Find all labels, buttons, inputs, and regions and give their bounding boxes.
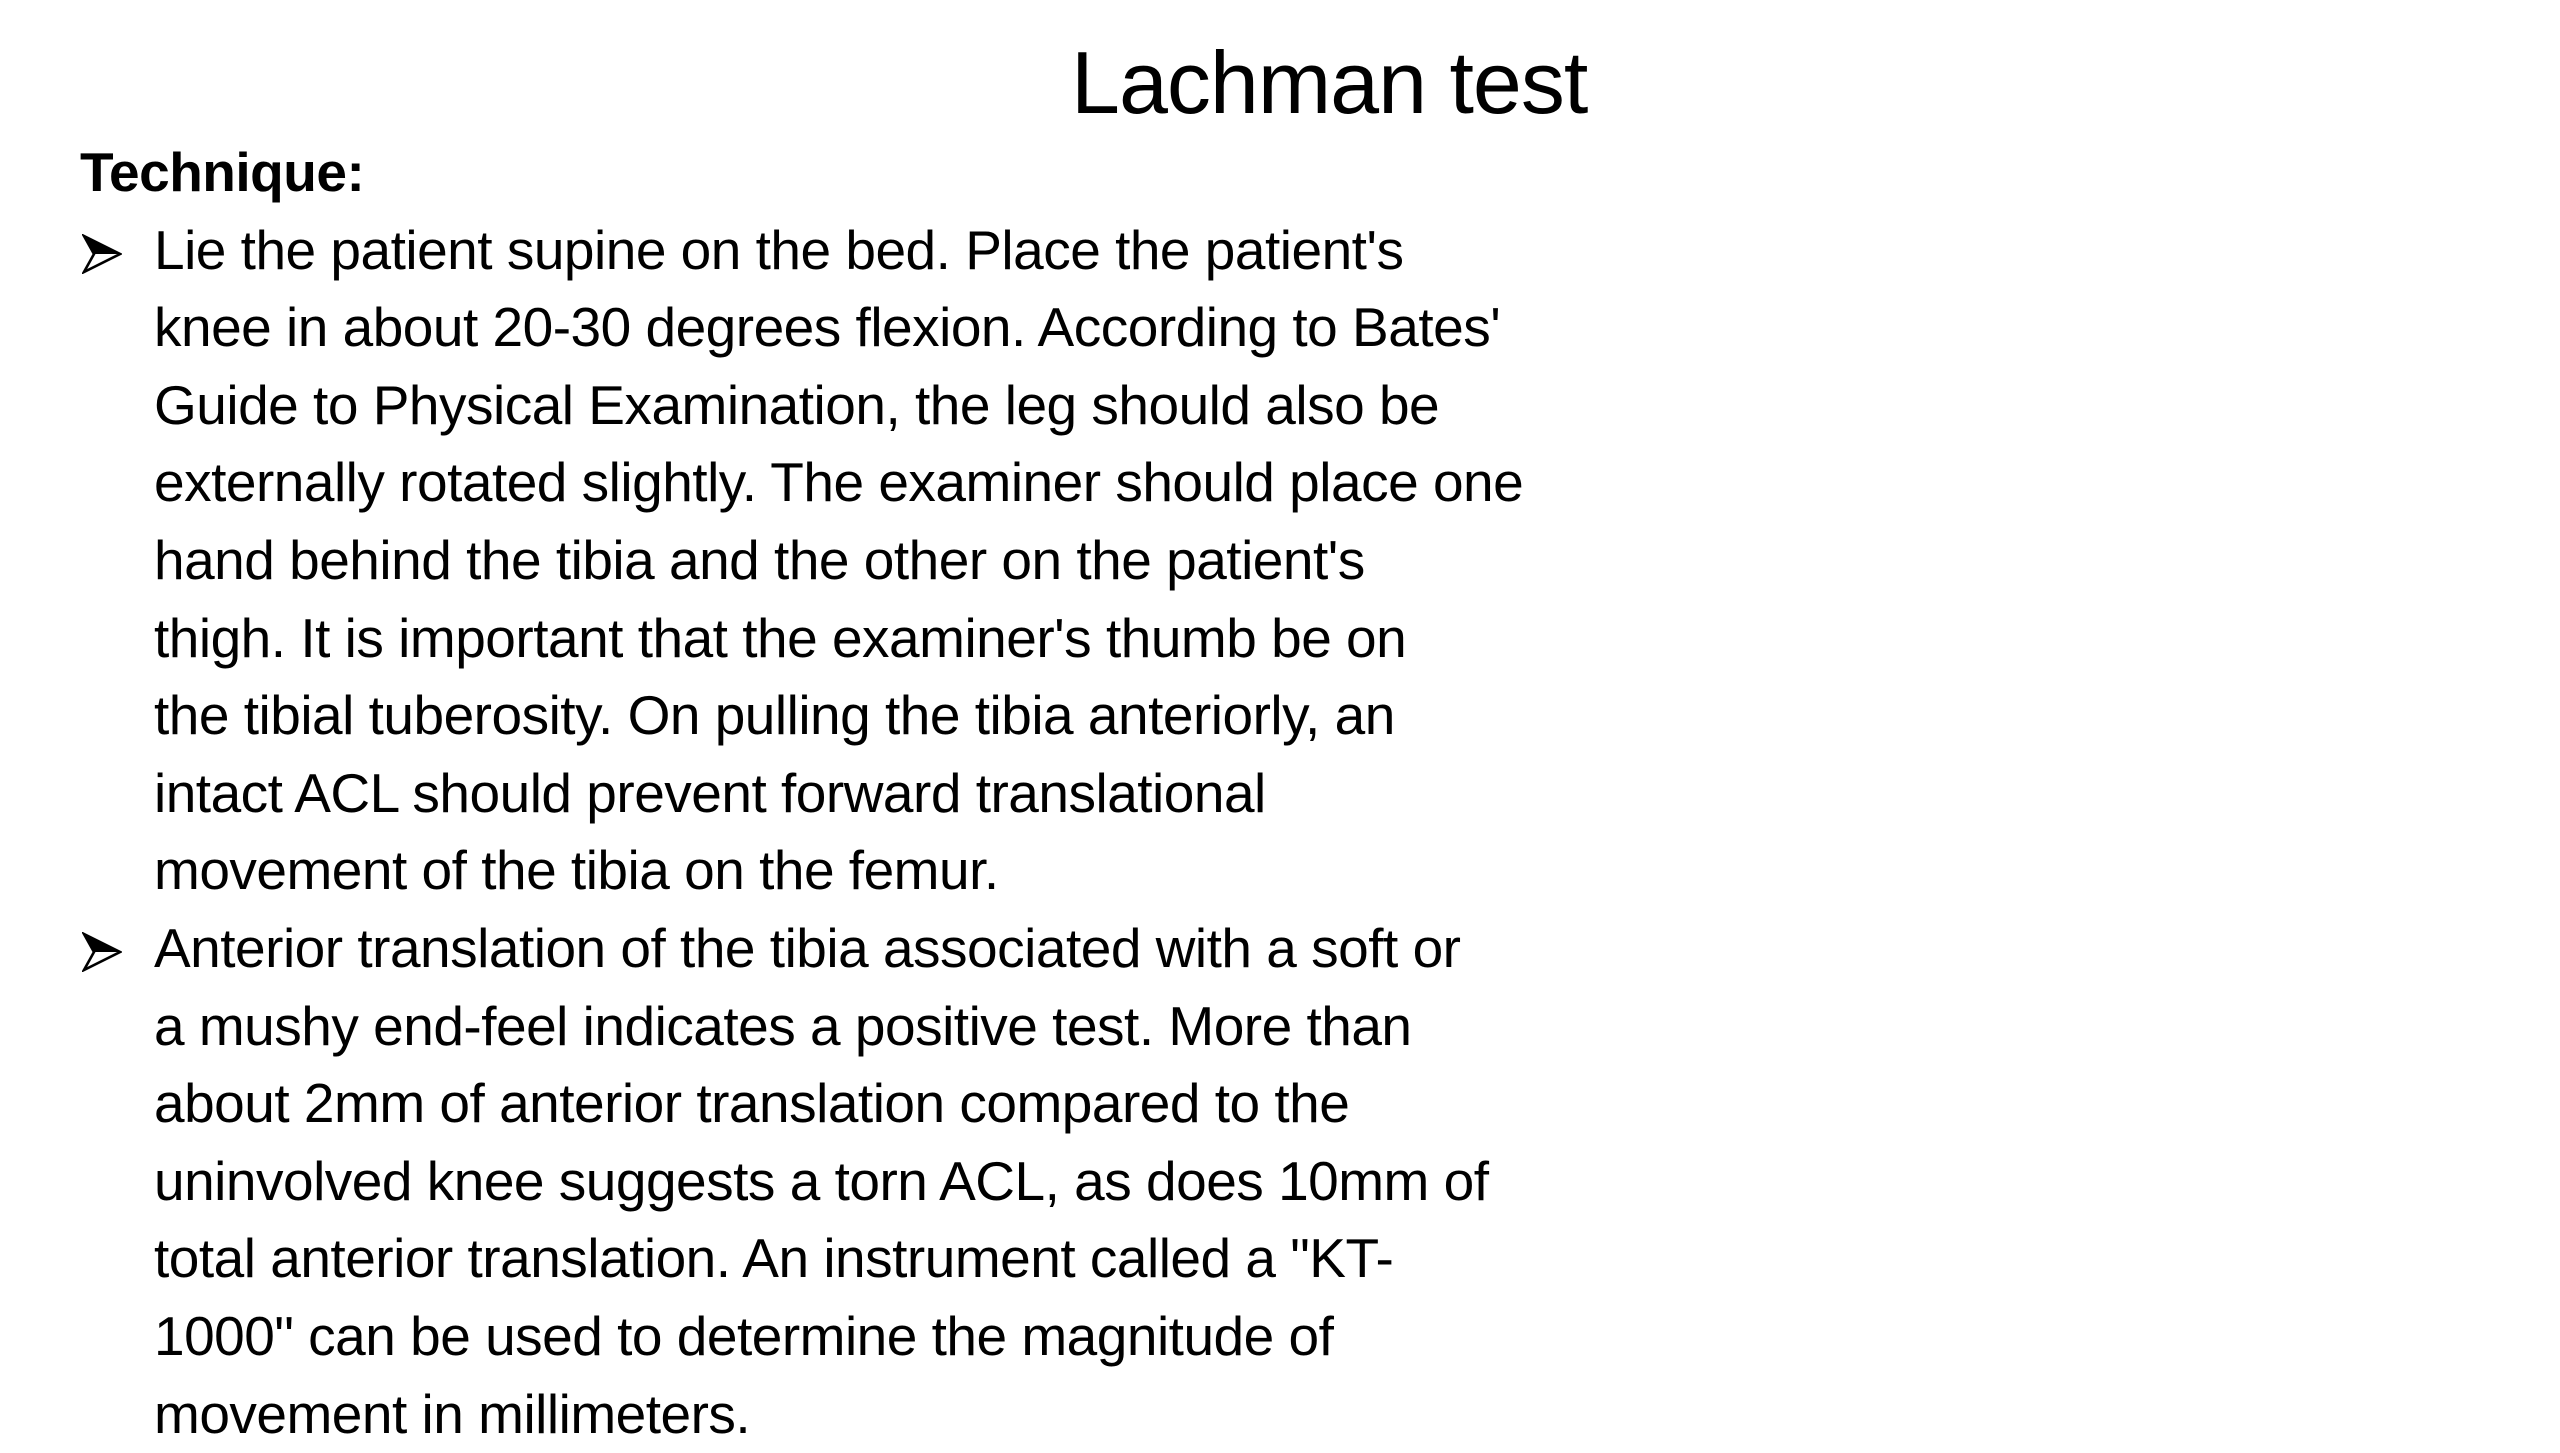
bullet-line: hand behind the tibia and the other on the patient's — [154, 522, 1670, 600]
bullet-line: Guide to Physical Examination, the leg should also be — [154, 367, 1670, 445]
bullet-item-1 — [80, 212, 1670, 910]
bullet-line: about 2mm of anterior translation compared to the — [154, 1065, 1670, 1143]
bullet-line: uninvolved knee suggests a torn ACL, as does 10mm of — [154, 1143, 1670, 1221]
bullet-list — [80, 212, 1670, 1453]
bullet-line: externally rotated slightly. The examiner should place one — [154, 444, 1670, 522]
bullet-line: knee in about 20-30 degrees flexion. According to Bates' — [154, 289, 1670, 367]
bullet-item-2 — [80, 910, 1670, 1453]
bullet-line: intact ACL should prevent forward translational — [154, 755, 1670, 833]
bullet-line: total anterior translation. An instrument called a "KT- — [154, 1220, 1670, 1298]
bullet-line: Lie the patient supine on the bed. Place the patient's — [154, 212, 1670, 290]
slide-body — [80, 134, 1670, 1453]
slide-title: Lachman test — [1071, 28, 1631, 138]
bullet-line: 1000" can be used to determine the magnitude of — [154, 1298, 1670, 1376]
arrowhead-bullet-icon — [82, 234, 122, 274]
bullet-line: thigh. It is important that the examiner's thumb be on — [154, 600, 1670, 678]
bullet-line: a mushy end-feel indicates a positive test. More than — [154, 988, 1670, 1066]
bullet-line: movement in millimeters. — [154, 1376, 1670, 1453]
bullet-line: movement of the tibia on the femur. — [154, 832, 1670, 910]
technique-heading: Technique: — [80, 134, 1670, 212]
bullet-line: Anterior translation of the tibia associated with a soft or — [154, 910, 1670, 988]
bullet-line: the tibial tuberosity. On pulling the tibia anteriorly, an — [154, 677, 1670, 755]
arrowhead-bullet-icon — [82, 932, 122, 972]
